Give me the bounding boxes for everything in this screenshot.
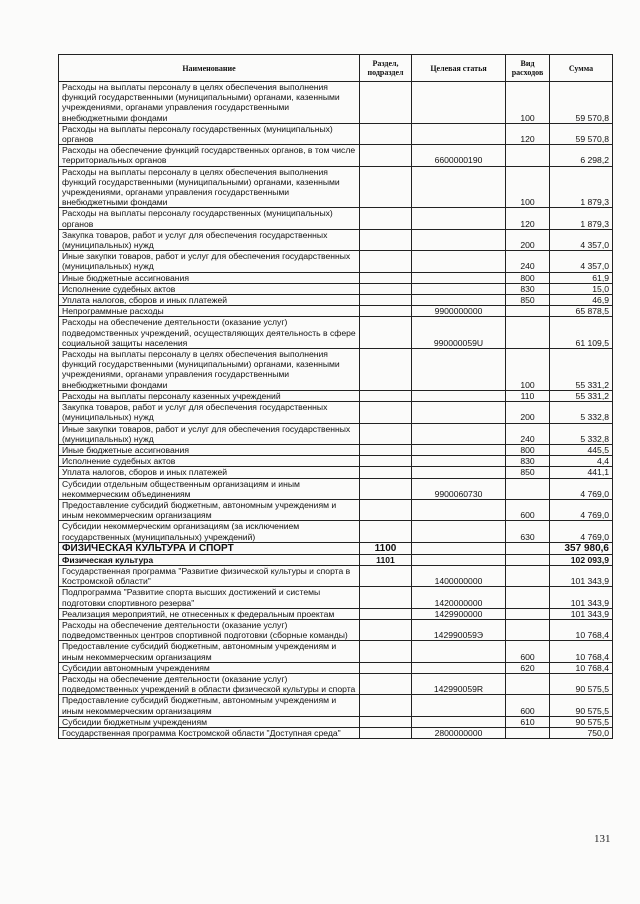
cell-article: [412, 229, 506, 250]
table-row: [59, 499, 613, 520]
cell-section: [360, 423, 412, 444]
cell-article: 1420000000: [412, 587, 506, 608]
cell-name: Субсидии некоммерческим организациям (за исключением государственных (муниципальных) учреждений): [59, 521, 360, 542]
cell-name: Уплата налогов, сборов и иных платежей: [59, 467, 360, 478]
cell-type: [506, 673, 550, 694]
table-header-row: [59, 55, 613, 82]
cell-type: 850: [506, 295, 550, 306]
table-row: [59, 423, 613, 444]
cell-sum: 750,0: [550, 727, 613, 738]
cell-name: Закупка товаров, работ и услуг для обеспечения государственных (муниципальных) нужд: [59, 229, 360, 250]
cell-sum: 4,4: [550, 456, 613, 467]
table-row: [59, 402, 613, 423]
header-section: Раздел, подраздел: [360, 55, 412, 82]
cell-name: Государственная программа Костромской области "Доступная среда": [59, 727, 360, 738]
cell-name: Иные закупки товаров, работ и услуг для обеспечения государственных (муниципальных) нужд: [59, 423, 360, 444]
cell-sum: 102 093,9: [550, 554, 613, 565]
cell-name: Подпрограмма "Развитие спорта высших достижений и системы подготовки спортивного резерва": [59, 587, 360, 608]
cell-section: [360, 390, 412, 401]
cell-sum: 441,1: [550, 467, 613, 478]
cell-article: [412, 402, 506, 423]
table-row: [59, 587, 613, 608]
cell-section: [360, 306, 412, 317]
cell-section: [360, 727, 412, 738]
table-row: [59, 283, 613, 294]
cell-article: 142990059Э: [412, 619, 506, 640]
cell-type: 120: [506, 208, 550, 229]
cell-sum: 59 570,8: [550, 82, 613, 124]
cell-name: Предоставление субсидий бюджетным, автономным учреждениям и иным некоммерческим организациям: [59, 695, 360, 716]
cell-sum: 1 879,3: [550, 166, 613, 208]
cell-section: [360, 619, 412, 640]
cell-name: Физическая культура: [59, 554, 360, 565]
cell-sum: 1 879,3: [550, 208, 613, 229]
cell-name: Закупка товаров, работ и услуг для обеспечения государственных (муниципальных) нужд: [59, 402, 360, 423]
cell-sum: 4 769,0: [550, 478, 613, 499]
cell-section: [360, 283, 412, 294]
cell-sum: 6 298,2: [550, 145, 613, 166]
cell-name: Расходы на выплаты персоналу в целях обеспечения выполнения функций государственными (муниципальными) органами, казенными учреждениями, органами управления государственными внебюджетными фондами: [59, 349, 360, 391]
budget-table: [58, 54, 613, 739]
cell-name: Иные бюджетные ассигнования: [59, 272, 360, 283]
cell-name: Расходы на выплаты персоналу в целях обеспечения выполнения функций государственными (муниципальными) органами, казенными учреждениями, органами управления государственными внебюджетными фондами: [59, 166, 360, 208]
page-number: 131: [594, 833, 611, 845]
cell-section: 1100: [360, 542, 412, 554]
cell-type: 620: [506, 662, 550, 673]
cell-sum: 357 980,6: [550, 542, 613, 554]
cell-sum: 101 343,9: [550, 587, 613, 608]
cell-type: [506, 542, 550, 554]
cell-name: Исполнение судебных актов: [59, 456, 360, 467]
cell-article: [412, 521, 506, 542]
cell-sum: 61 109,5: [550, 317, 613, 349]
cell-article: [412, 295, 506, 306]
table-row: [59, 166, 613, 208]
cell-type: 850: [506, 467, 550, 478]
cell-sum: 5 332,8: [550, 423, 613, 444]
cell-sum: 5 332,8: [550, 402, 613, 423]
table-row: [59, 662, 613, 673]
cell-name: Расходы на обеспечение деятельности (оказание услуг) подведомственных учреждений, осуществляющих деятельность в сфере социальной защиты населения: [59, 317, 360, 349]
cell-name: Уплата налогов, сборов и иных платежей: [59, 295, 360, 306]
cell-type: [506, 608, 550, 619]
cell-type: 200: [506, 229, 550, 250]
cell-type: 610: [506, 716, 550, 727]
cell-type: 800: [506, 272, 550, 283]
cell-name: Предоставление субсидий бюджетным, автономным учреждениям и иным некоммерческим организациям: [59, 499, 360, 520]
cell-section: [360, 565, 412, 586]
cell-sum: 4 357,0: [550, 229, 613, 250]
cell-type: [506, 727, 550, 738]
cell-type: 800: [506, 444, 550, 455]
cell-article: [412, 467, 506, 478]
cell-type: [506, 619, 550, 640]
cell-section: [360, 208, 412, 229]
cell-type: [506, 478, 550, 499]
table-row: [59, 641, 613, 662]
cell-article: [412, 444, 506, 455]
table-row: [59, 565, 613, 586]
cell-section: [360, 716, 412, 727]
cell-sum: 4 769,0: [550, 521, 613, 542]
cell-name: Субсидии отдельным общественным организациям и иным некоммерческим объединениям: [59, 478, 360, 499]
cell-name: Расходы на выплаты персоналу в целях обеспечения выполнения функций государственными (муниципальными) органами, казенными учреждениями, органами управления государственными внебюджетными фондами: [59, 82, 360, 124]
cell-section: [360, 272, 412, 283]
cell-type: 600: [506, 695, 550, 716]
cell-section: [360, 608, 412, 619]
table-row: [59, 123, 613, 144]
table-row: [59, 444, 613, 455]
cell-article: [412, 272, 506, 283]
cell-type: 830: [506, 283, 550, 294]
cell-section: [360, 145, 412, 166]
cell-sum: 61,9: [550, 272, 613, 283]
cell-article: [412, 166, 506, 208]
cell-section: [360, 478, 412, 499]
cell-name: Непрограммные расходы: [59, 306, 360, 317]
table-row: [59, 295, 613, 306]
table-row: [59, 317, 613, 349]
cell-section: [360, 229, 412, 250]
cell-section: [360, 662, 412, 673]
cell-section: [360, 521, 412, 542]
table-row: [59, 251, 613, 272]
cell-sum: 445,5: [550, 444, 613, 455]
cell-type: [506, 145, 550, 166]
cell-name: ФИЗИЧЕСКАЯ КУЛЬТУРА И СПОРТ: [59, 542, 360, 554]
cell-sum: 4 769,0: [550, 499, 613, 520]
table-row: [59, 456, 613, 467]
cell-section: [360, 317, 412, 349]
cell-name: Расходы на обеспечение функций государственных органов, в том числе территориальных органов: [59, 145, 360, 166]
cell-article: 990000059U: [412, 317, 506, 349]
cell-section: [360, 641, 412, 662]
cell-article: [412, 499, 506, 520]
cell-name: Расходы на выплаты персоналу государственных (муниципальных) органов: [59, 208, 360, 229]
cell-name: Расходы на обеспечение деятельности (оказание услуг) подведомственных центров спортивной подготовки (сборные команды): [59, 619, 360, 640]
table-row: [59, 272, 613, 283]
cell-type: 240: [506, 251, 550, 272]
cell-name: Расходы на обеспечение деятельности (оказание услуг) подведомственных учреждений в области физической культуры и спорта: [59, 673, 360, 694]
cell-type: [506, 554, 550, 565]
cell-sum: 10 768,4: [550, 662, 613, 673]
cell-type: 100: [506, 166, 550, 208]
table-row: [59, 521, 613, 542]
cell-sum: 10 768,4: [550, 619, 613, 640]
cell-sum: 90 575,5: [550, 673, 613, 694]
table-row: [59, 478, 613, 499]
cell-article: 1400000000: [412, 565, 506, 586]
cell-type: 830: [506, 456, 550, 467]
cell-name: Реализация мероприятий, не отнесенных к федеральным проектам: [59, 608, 360, 619]
cell-section: [360, 251, 412, 272]
cell-section: [360, 499, 412, 520]
cell-type: [506, 317, 550, 349]
cell-sum: 55 331,2: [550, 349, 613, 391]
cell-section: 1101: [360, 554, 412, 565]
cell-sum: 15,0: [550, 283, 613, 294]
table-row: [59, 467, 613, 478]
header-sum: Сумма: [550, 55, 613, 82]
cell-name: Расходы на выплаты персоналу казенных учреждений: [59, 390, 360, 401]
cell-type: 600: [506, 641, 550, 662]
table-row: [59, 306, 613, 317]
cell-article: [412, 208, 506, 229]
cell-section: [360, 467, 412, 478]
cell-name: Исполнение судебных актов: [59, 283, 360, 294]
cell-type: 630: [506, 521, 550, 542]
cell-article: [412, 251, 506, 272]
table-row: [59, 608, 613, 619]
header-article: Целевая статья: [412, 55, 506, 82]
cell-type: 100: [506, 349, 550, 391]
table-row: [59, 349, 613, 391]
cell-sum: 55 331,2: [550, 390, 613, 401]
cell-article: [412, 716, 506, 727]
cell-section: [360, 444, 412, 455]
table-row: [59, 619, 613, 640]
cell-sum: 4 357,0: [550, 251, 613, 272]
cell-type: 240: [506, 423, 550, 444]
table-row: [59, 229, 613, 250]
cell-article: [412, 554, 506, 565]
cell-article: 9900060730: [412, 478, 506, 499]
cell-type: 120: [506, 123, 550, 144]
cell-article: [412, 390, 506, 401]
table-row: [59, 82, 613, 124]
table-row: [59, 673, 613, 694]
cell-section: [360, 166, 412, 208]
table-row: [59, 208, 613, 229]
table-row: [59, 695, 613, 716]
table-row: [59, 727, 613, 738]
cell-section: [360, 123, 412, 144]
cell-article: [412, 423, 506, 444]
cell-name: Расходы на выплаты персоналу государственных (муниципальных) органов: [59, 123, 360, 144]
cell-section: [360, 673, 412, 694]
cell-article: [412, 456, 506, 467]
cell-sum: 101 343,9: [550, 608, 613, 619]
cell-section: [360, 587, 412, 608]
cell-sum: 90 575,5: [550, 695, 613, 716]
cell-name: Субсидии автономным учреждениям: [59, 662, 360, 673]
table-row: [59, 145, 613, 166]
cell-type: 600: [506, 499, 550, 520]
cell-type: [506, 565, 550, 586]
cell-section: [360, 349, 412, 391]
cell-sum: 46,9: [550, 295, 613, 306]
cell-article: [412, 662, 506, 673]
cell-article: 142990059R: [412, 673, 506, 694]
cell-article: [412, 641, 506, 662]
table-row: [59, 390, 613, 401]
cell-section: [360, 695, 412, 716]
cell-article: [412, 82, 506, 124]
cell-article: 6600000190: [412, 145, 506, 166]
cell-sum: 101 343,9: [550, 565, 613, 586]
cell-name: Предоставление субсидий бюджетным, автономным учреждениям и иным некоммерческим организациям: [59, 641, 360, 662]
cell-article: [412, 542, 506, 554]
cell-type: 200: [506, 402, 550, 423]
cell-type: [506, 306, 550, 317]
cell-type: [506, 587, 550, 608]
cell-type: 110: [506, 390, 550, 401]
cell-article: 9900000000: [412, 306, 506, 317]
table-row: [59, 716, 613, 727]
cell-article: [412, 349, 506, 391]
header-type: Вид расходов: [506, 55, 550, 82]
cell-sum: 90 575,5: [550, 716, 613, 727]
cell-section: [360, 402, 412, 423]
table-row: [59, 542, 613, 554]
cell-section: [360, 82, 412, 124]
cell-type: 100: [506, 82, 550, 124]
cell-article: [412, 695, 506, 716]
cell-article: [412, 283, 506, 294]
cell-name: Иные закупки товаров, работ и услуг для обеспечения государственных (муниципальных) нужд: [59, 251, 360, 272]
cell-section: [360, 456, 412, 467]
cell-article: [412, 123, 506, 144]
cell-sum: 59 570,8: [550, 123, 613, 144]
cell-article: 1429900000: [412, 608, 506, 619]
cell-name: Иные бюджетные ассигнования: [59, 444, 360, 455]
header-name: Наименование: [59, 55, 360, 82]
cell-sum: 65 878,5: [550, 306, 613, 317]
cell-sum: 10 768,4: [550, 641, 613, 662]
table-row: [59, 554, 613, 565]
cell-name: Субсидии бюджетным учреждениям: [59, 716, 360, 727]
cell-section: [360, 295, 412, 306]
cell-article: 2800000000: [412, 727, 506, 738]
cell-name: Государственная программа "Развитие физической культуры и спорта в Костромской области": [59, 565, 360, 586]
